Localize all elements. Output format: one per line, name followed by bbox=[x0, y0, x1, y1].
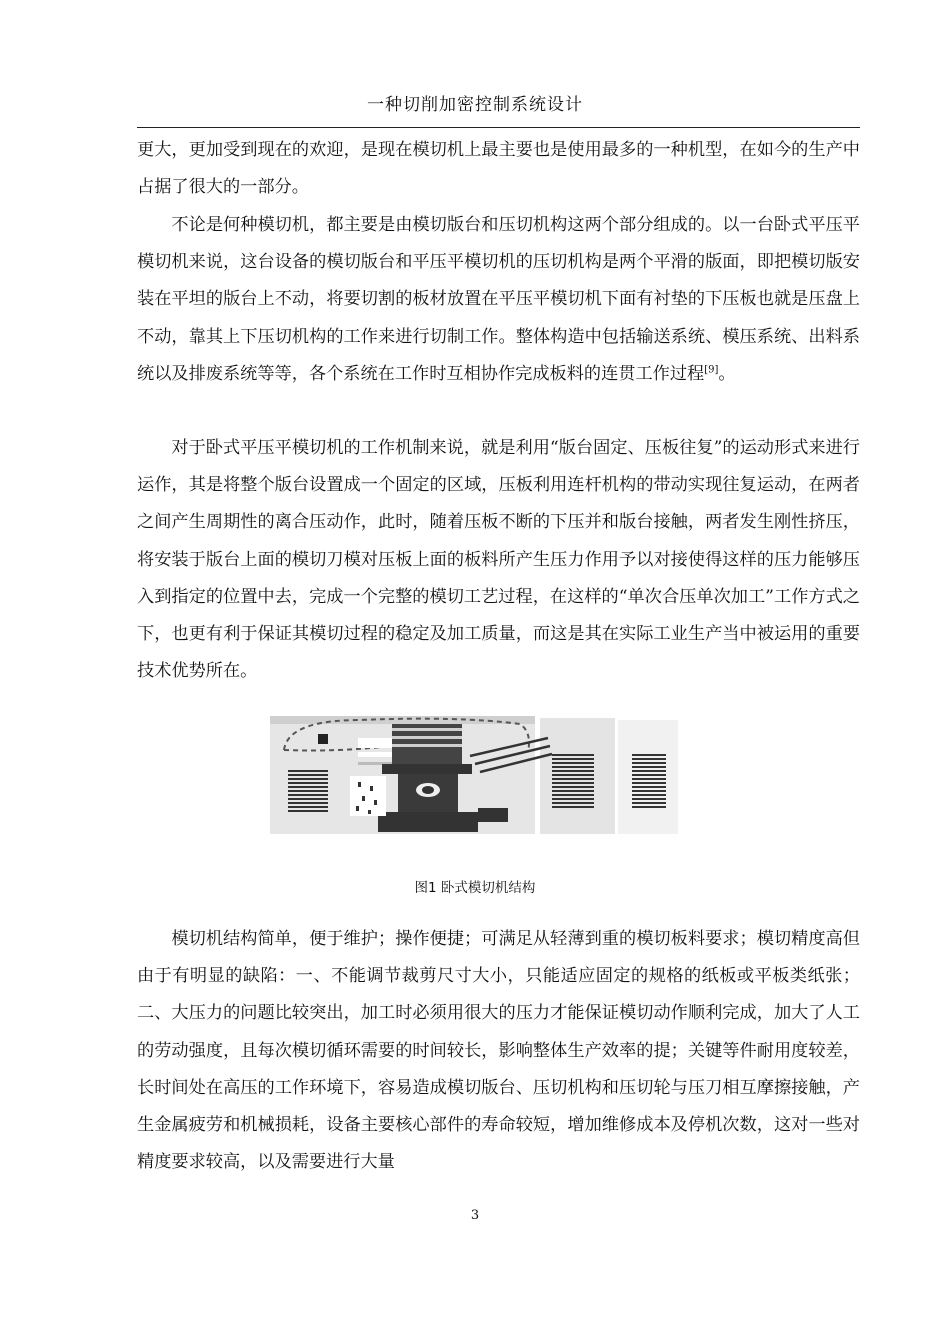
figure-caption: 图1 卧式模切机结构 bbox=[414, 880, 536, 896]
running-header-title: 一种切削加密控制系统设计 bbox=[367, 95, 583, 115]
paragraph-2-end: 。 bbox=[718, 363, 736, 384]
paragraph-block-2 bbox=[137, 207, 860, 393]
paragraph-block-4 bbox=[137, 921, 860, 1181]
paragraph-continuation bbox=[137, 132, 860, 206]
page-number: 3 bbox=[470, 1208, 480, 1223]
paragraph-2 bbox=[137, 207, 860, 393]
header-rule bbox=[137, 127, 860, 128]
paragraph-block-3 bbox=[137, 430, 860, 690]
paragraph-2-text: 不论是何种模切机，都主要是由模切版台和压切机构这两个部分组成的。以一台卧式平压平模切机来说，这台设备的模切版台和平压平模切机的压切机构是两个平滑的版面，即把模切版安装在平坦的版台上不动，将要切割的板材放置在平压平模切机下面有衬垫的下压板也就是压盘上不动，靠其上下压切机构的工作来进行切制工作。整体构造中包括输送系统、模压系统、出料系统以及排废系统等等，各个系统在工作时互相协作完成板料的连贯工作过程 bbox=[137, 215, 860, 384]
paragraph-1: 更大，更加受到现在的欢迎，是现在模切机上最主要也是使用最多的一种机型，在如今的生产中占据了很大的一部分。 bbox=[137, 140, 860, 198]
citation-9[interactable]: [9] bbox=[704, 364, 719, 376]
paragraph-3: 对于卧式平压平模切机的工作机制来说，就是利用“版台固定、压板往复”的运动形式来进行运作，其是将整个版台设置成一个固定的区域，压板利用连杆机构的带动实现往复运动，在两者之间产生周期性的离合压动作，此时，随着压板不断的下压并和版台接触，两者发生刚性挤压，将安装于版台上面的模切刀模对压板上面的板料所产生压力作用予以对接使得这样的压力能够压入到指定的位置中去，完成一个完整的模切工艺过程，在这样的“单次合压单次加工”工作方式之下，也更有利于保证其模切过程的稳定及加工质量，而这是其在实际工业生产当中被运用的重要技术优势所在。 bbox=[137, 438, 860, 682]
paragraph-4: 模切机结构简单，便于维护；操作便捷；可满足从轻薄到重的模切板料要求；模切精度高但由于有明显的缺陷：一、不能调节裁剪尺寸大小，只能适应固定的规格的纸板或平板类纸张；二、大压力的问题比较突出，加工时必须用很大的压力才能保证模切动作顺利完成，加大了人工的劳动强度，且每次模切循环需要的时间较长，影响整体生产效率的提；关键等件耐用度较差，长时间处在高压的工作环境下，容易造成模切版台、压切机构和压切轮与压刀相互摩擦接触，产生金属疲劳和机械损耗，设备主要核心部件的寿命较短，增加维修成本及停机次数，这对一些对精度要求较高，以及需要进行大量 bbox=[137, 929, 860, 1173]
die-cutting-machine-figure bbox=[270, 712, 680, 837]
